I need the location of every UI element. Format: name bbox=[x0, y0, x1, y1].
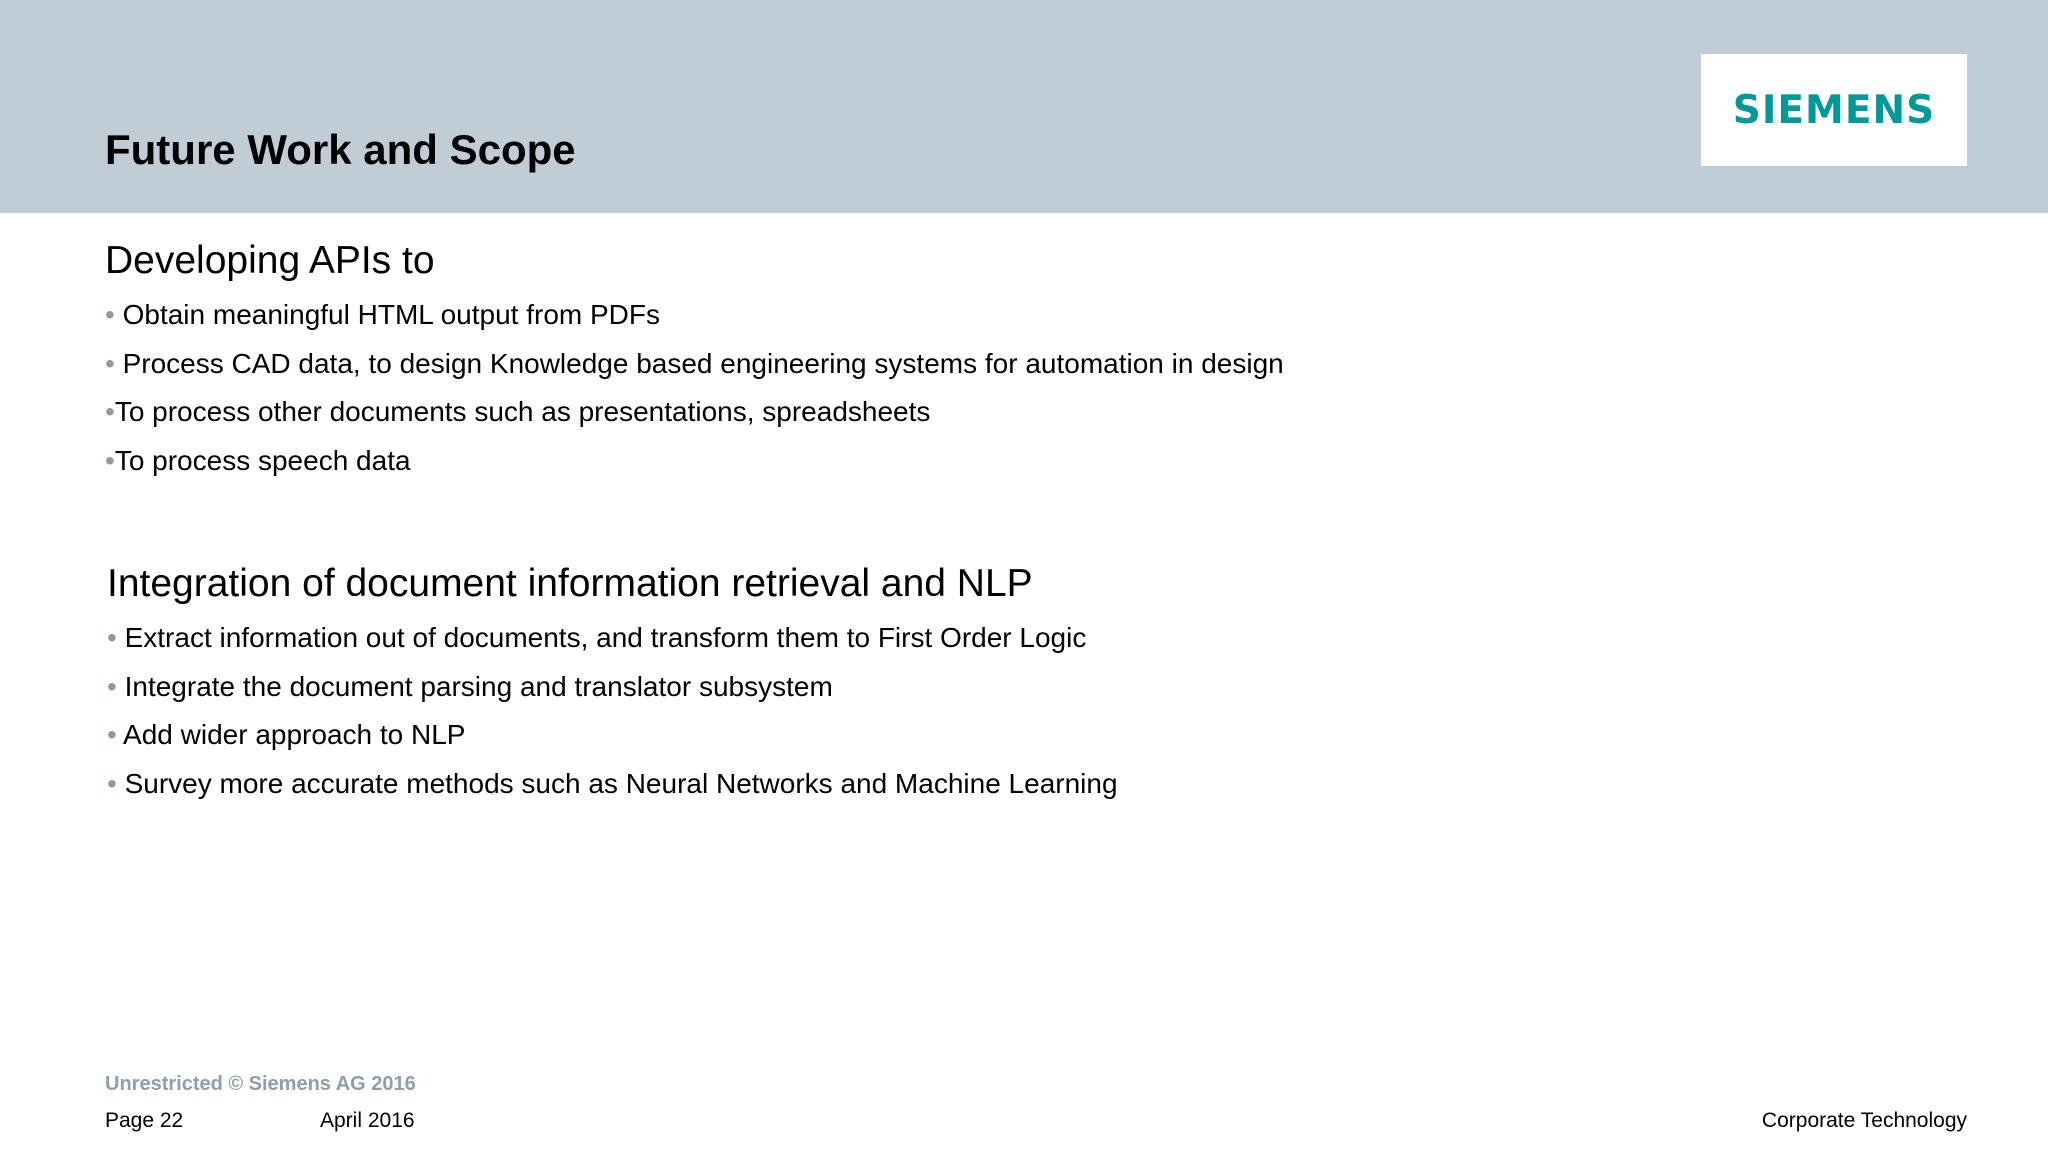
list-item bbox=[105, 344, 1284, 384]
list-item-text: To process other documents such as presentations, spreadsheets bbox=[114, 396, 931, 427]
list-item bbox=[105, 441, 411, 481]
bullet-icon: • bbox=[107, 622, 117, 653]
list-item bbox=[105, 392, 930, 432]
list-item-text: Extract information out of documents, and transform them to First Order Logic bbox=[116, 622, 1087, 653]
bullet-icon: • bbox=[105, 299, 115, 330]
bullet-icon: • bbox=[107, 719, 117, 750]
footer-department: Corporate Technology bbox=[1761, 1109, 1967, 1132]
list-item bbox=[107, 667, 833, 707]
list-item-text: Add wider approach to NLP bbox=[116, 719, 466, 750]
section-heading-apis: Developing APIs to bbox=[105, 239, 435, 282]
siemens-logo bbox=[1701, 54, 1967, 166]
list-item bbox=[107, 715, 465, 755]
list-item bbox=[107, 764, 1118, 804]
bullet-icon: • bbox=[107, 768, 117, 799]
list-item-text: Integrate the document parsing and translator subsystem bbox=[116, 671, 833, 702]
section-heading-nlp: Integration of document information retrieval and NLP bbox=[107, 562, 1033, 605]
list-item-text: To process speech data bbox=[114, 445, 411, 476]
bullet-icon: • bbox=[105, 348, 115, 379]
bullet-icon: • bbox=[107, 671, 117, 702]
list-item-text: Survey more accurate methods such as Neural Networks and Machine Learning bbox=[116, 768, 1118, 799]
logo-wordmark: SIEMENS bbox=[1732, 87, 1936, 133]
list-item-text: Obtain meaningful HTML output from PDFs bbox=[114, 299, 660, 330]
bullet-icon: • bbox=[105, 396, 115, 427]
footer-page-number: Page 22 bbox=[105, 1109, 184, 1132]
list-item-text: Process CAD data, to design Knowledge based engineering systems for automation in design bbox=[114, 348, 1284, 379]
footer-copyright: Unrestricted © Siemens AG 2016 bbox=[105, 1073, 416, 1095]
footer-date: April 2016 bbox=[320, 1109, 415, 1132]
list-item bbox=[107, 618, 1086, 658]
slide-title: Future Work and Scope bbox=[105, 126, 576, 173]
bullet-icon: • bbox=[105, 445, 115, 476]
list-item bbox=[105, 295, 660, 335]
